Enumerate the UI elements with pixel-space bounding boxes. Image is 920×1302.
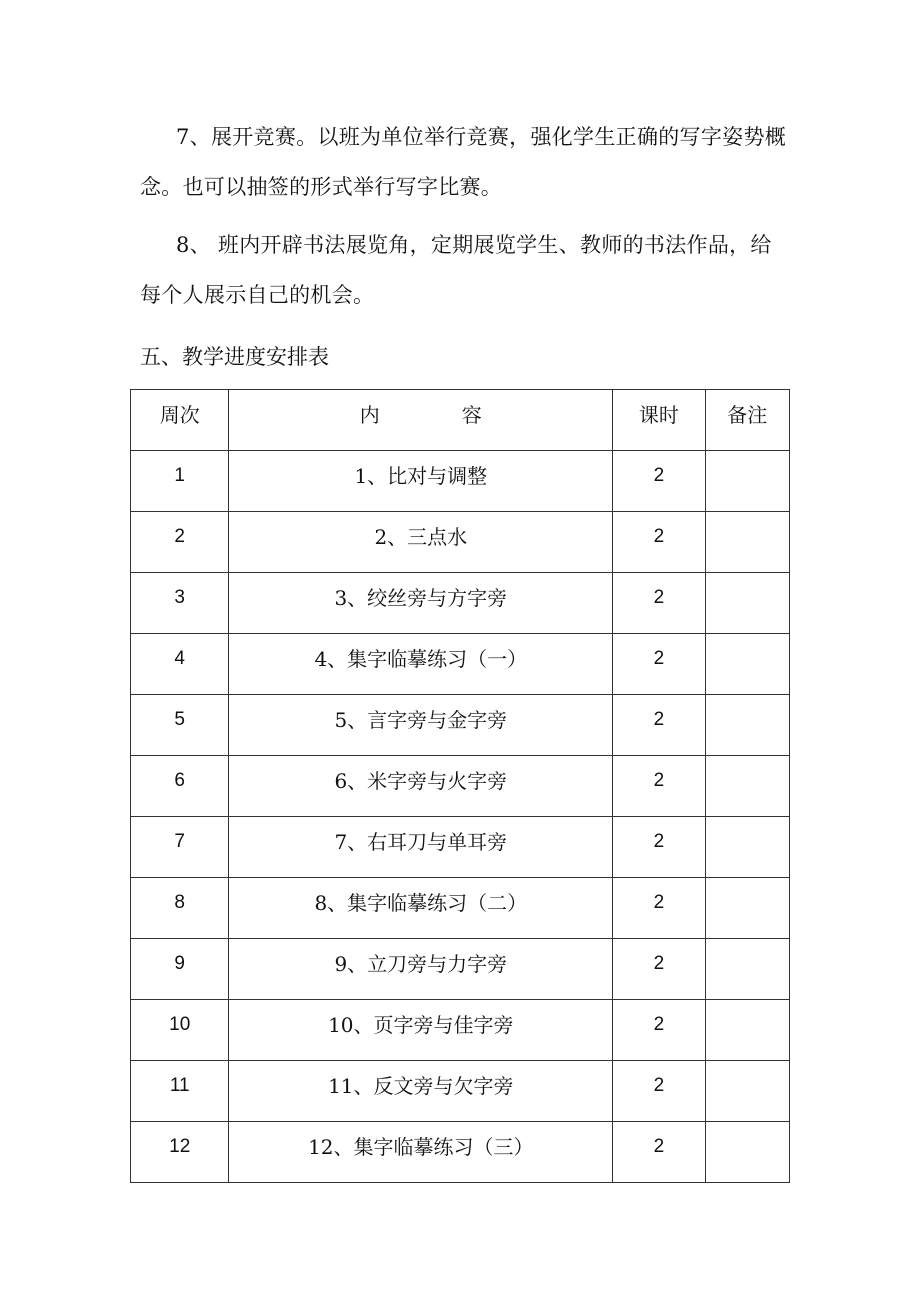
cell-content: 6、米字旁与火字旁 [229,756,613,817]
cell-notes [705,939,789,1000]
section-heading: 五、教学进度安排表 [140,345,329,369]
table-row [131,512,790,573]
cell-notes [705,756,789,817]
table-header-row [131,390,790,451]
cell-content: 7、右耳刀与单耳旁 [229,817,613,878]
cell-content: 4、集字临摹练习（一） [229,634,613,695]
paragraph-text: 8、 班内开辟书法展览角，定期展览学生、教师的书法作品，给每个人展示自己的机会。 [140,233,772,307]
table-row [131,939,790,1000]
cell-content: 8、集字临摹练习（二） [229,878,613,939]
table-row [131,878,790,939]
table-row [131,1061,790,1122]
table-row [131,1122,790,1183]
cell-hours: 2 [613,512,705,573]
cell-week: 10 [131,1000,229,1061]
header-notes: 备注 [705,390,789,451]
cell-week: 9 [131,939,229,1000]
cell-notes [705,1122,789,1183]
cell-hours: 2 [613,1061,705,1122]
cell-hours: 2 [613,817,705,878]
schedule-table [130,389,790,1183]
table-row [131,573,790,634]
cell-notes [705,817,789,878]
cell-hours: 2 [613,878,705,939]
cell-hours: 2 [613,695,705,756]
cell-notes [705,1061,789,1122]
cell-hours: 2 [613,634,705,695]
cell-notes [705,573,789,634]
cell-hours: 2 [613,939,705,1000]
cell-week: 6 [131,756,229,817]
cell-week: 3 [131,573,229,634]
table-row [131,695,790,756]
cell-hours: 2 [613,756,705,817]
header-hours: 课时 [613,390,705,451]
cell-week: 5 [131,695,229,756]
cell-content: 9、立刀旁与力字旁 [229,939,613,1000]
cell-content: 12、集字临摹练习（三） [229,1122,613,1183]
table-row [131,817,790,878]
table-row [131,634,790,695]
cell-content: 10、页字旁与佳字旁 [229,1000,613,1061]
cell-notes [705,451,789,512]
cell-hours: 2 [613,1000,705,1061]
cell-week: 4 [131,634,229,695]
cell-notes [705,878,789,939]
table-row [131,451,790,512]
cell-week: 1 [131,451,229,512]
cell-content: 3、绞丝旁与方字旁 [229,573,613,634]
header-week: 周次 [131,390,229,451]
cell-week: 11 [131,1061,229,1122]
cell-hours: 2 [613,451,705,512]
cell-content: 5、言字旁与金字旁 [229,695,613,756]
cell-week: 12 [131,1122,229,1183]
header-content-right: 容 [461,403,482,427]
cell-notes [705,1000,789,1061]
paragraph-text: 7、展开竞赛。以班为单位举行竞赛，强化学生正确的写字姿势概念。也可以抽签的形式举行写字比赛。 [140,125,787,199]
table-row [131,756,790,817]
paragraph-item-8 [140,220,788,320]
cell-hours: 2 [613,573,705,634]
cell-content: 1、比对与调整 [229,451,613,512]
cell-content: 11、反文旁与欠字旁 [229,1061,613,1122]
cell-notes [705,695,789,756]
cell-week: 8 [131,878,229,939]
cell-notes [705,512,789,573]
table-row [131,1000,790,1061]
paragraph-item-7 [140,112,788,212]
cell-hours: 2 [613,1122,705,1183]
cell-content: 2、三点水 [229,512,613,573]
header-content [229,390,613,451]
header-content-left: 内 [359,403,380,427]
cell-notes [705,634,789,695]
cell-week: 7 [131,817,229,878]
cell-week: 2 [131,512,229,573]
